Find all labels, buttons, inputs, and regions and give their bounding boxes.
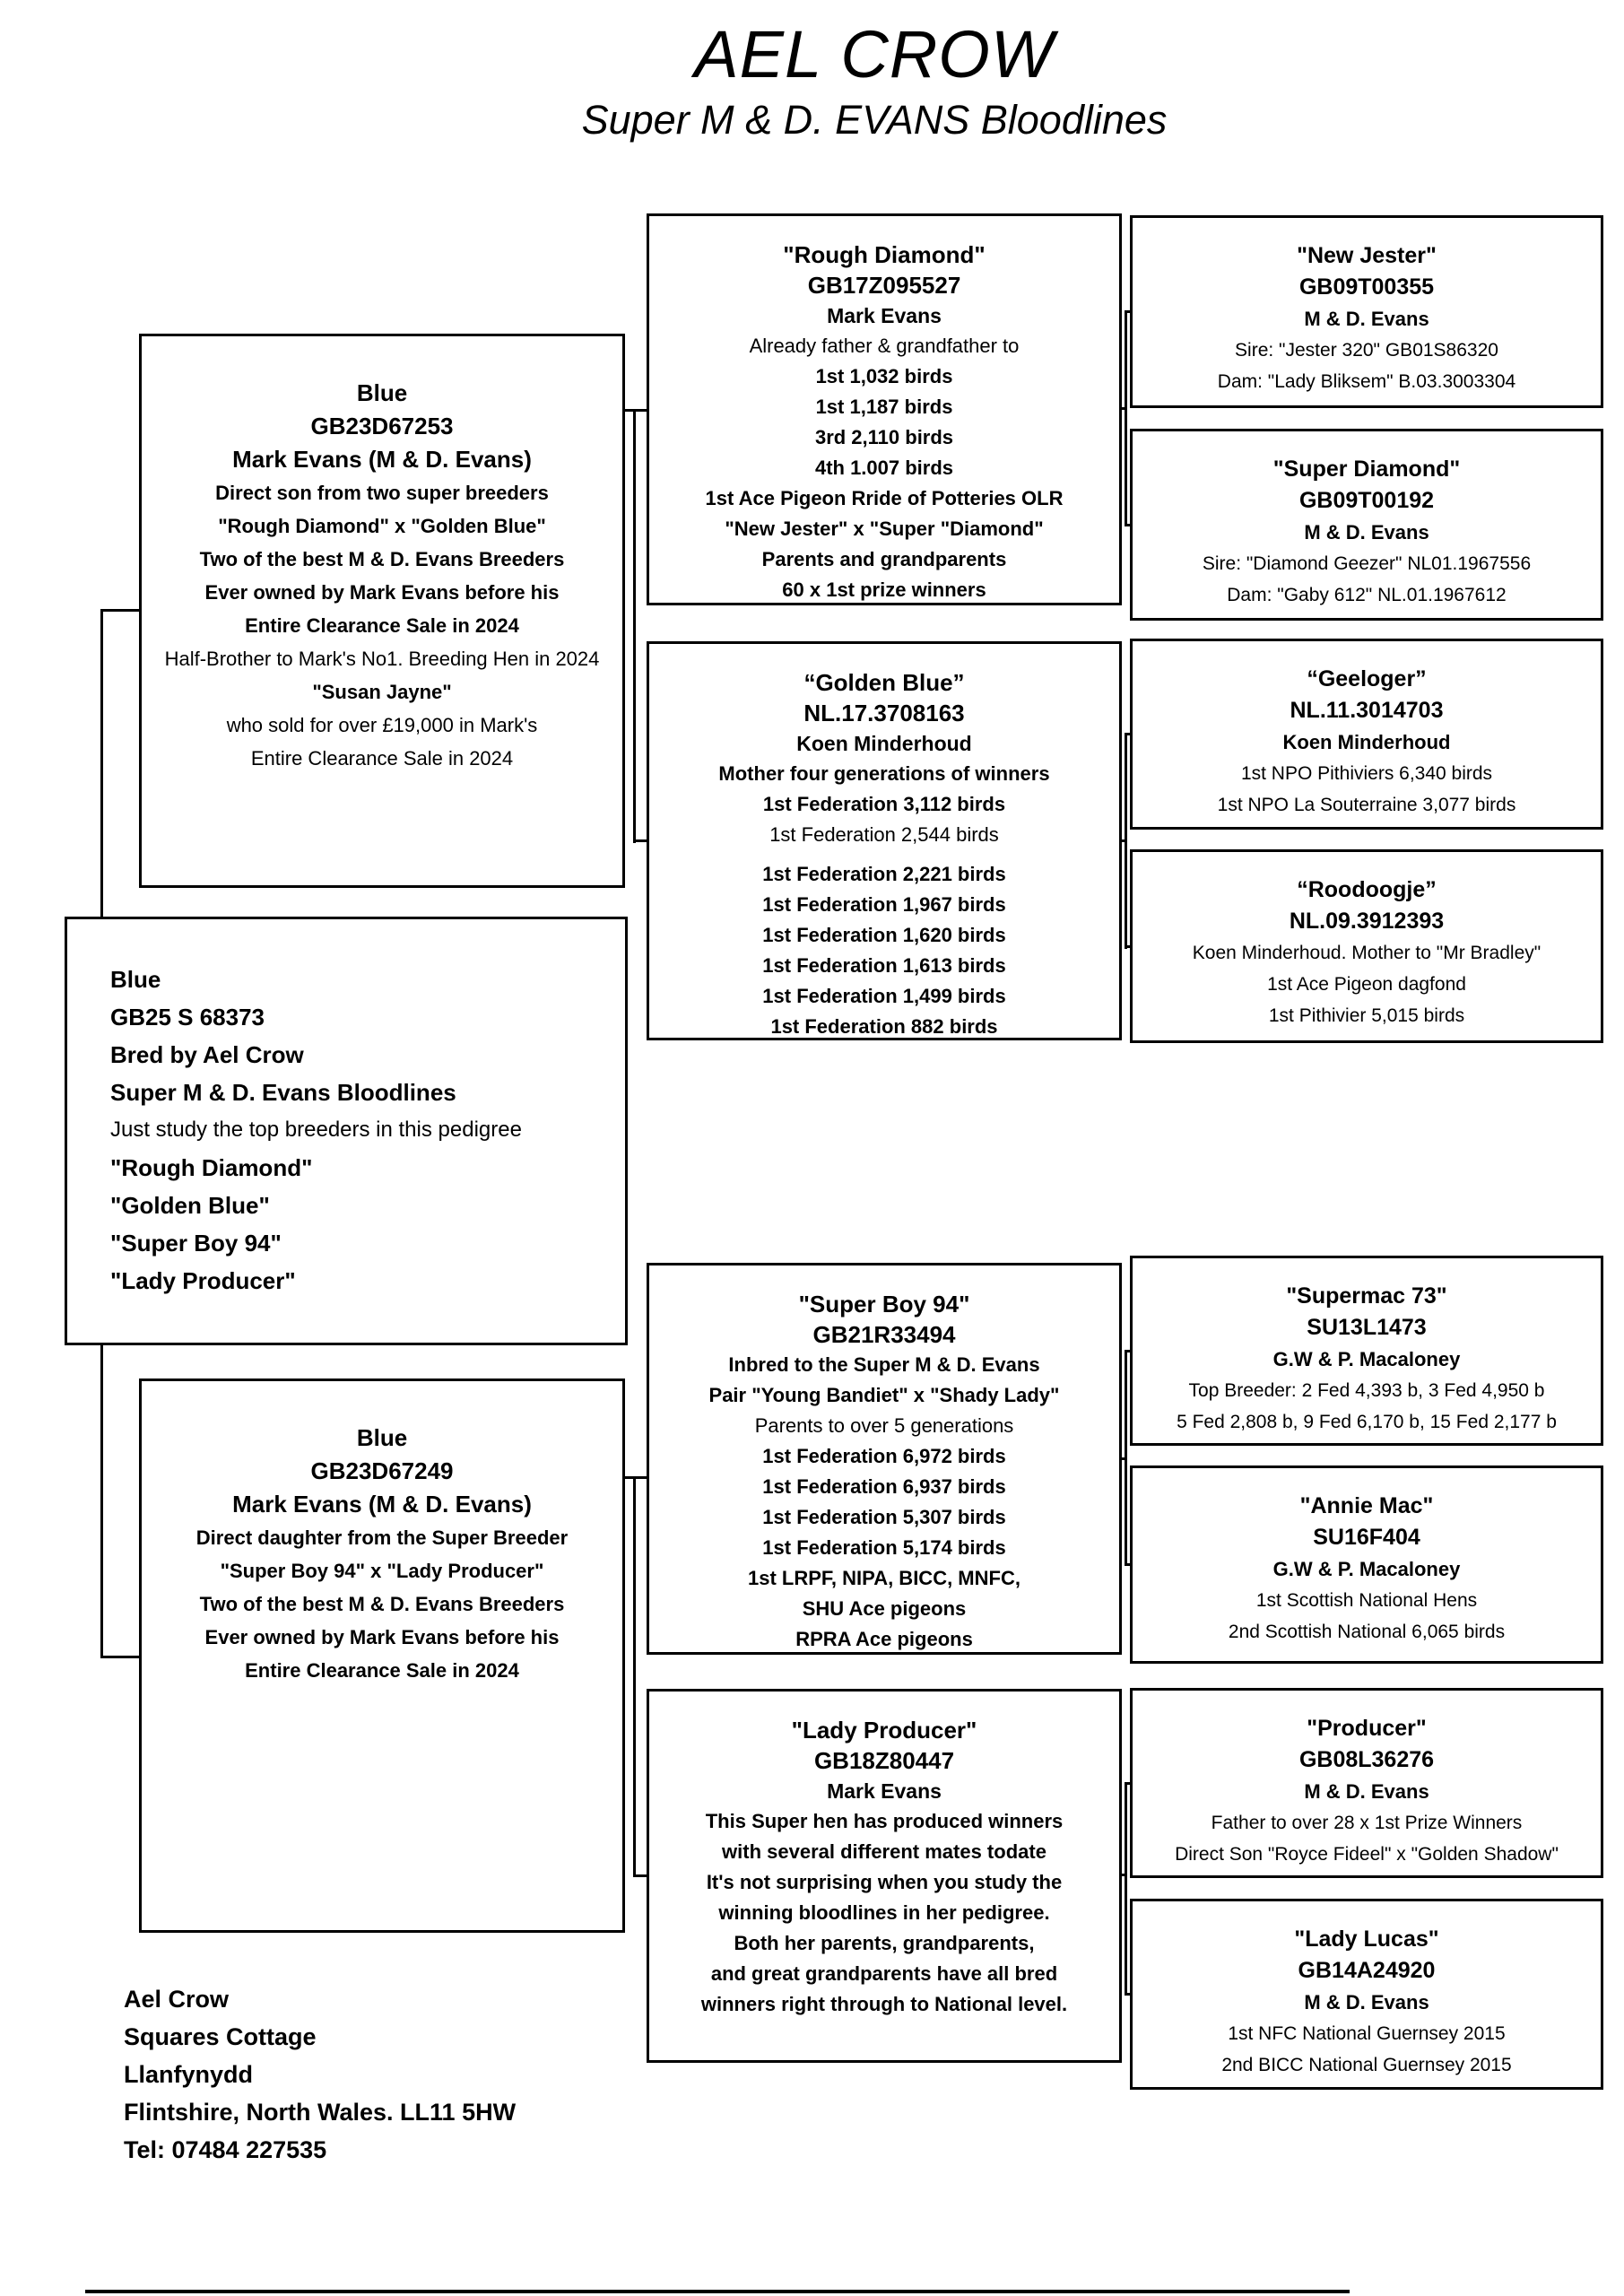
text-line: Two of the best M & D. Evans Breeders bbox=[199, 1593, 565, 1615]
text-line: SU13L1473 bbox=[1307, 1315, 1427, 1340]
text-line: Already father & grandfather to bbox=[749, 335, 1020, 357]
text-line: Mark Evans (M & D. Evans) bbox=[232, 446, 532, 473]
text-line: 1st NPO Pithiviers 6,340 birds bbox=[1240, 763, 1493, 784]
text-line: “Golden Blue” bbox=[803, 669, 965, 696]
great-grandparent-geeloger-box bbox=[1130, 639, 1603, 830]
text-line: GB23D67253 bbox=[310, 413, 454, 439]
text-line: who sold for over £19,000 in Mark's bbox=[226, 714, 538, 736]
great-grandparent-lady-lucas-box bbox=[1130, 1899, 1603, 2090]
text-line: GB08L36276 bbox=[1298, 1747, 1435, 1772]
text-line: Koen Minderhoud bbox=[1282, 731, 1451, 753]
grandsire-super-boy-94-box bbox=[647, 1263, 1122, 1655]
text-line: Entire Clearance Sale in 2024 bbox=[245, 1659, 519, 1682]
text-line: Direct son from two super breeders bbox=[215, 482, 549, 504]
text-line: Koen Minderhoud bbox=[796, 732, 972, 755]
text-line: 1st 1,187 birds bbox=[815, 396, 953, 418]
text-line: 1st Ace Pigeon dagfond bbox=[1267, 974, 1466, 995]
connector-line bbox=[1125, 311, 1127, 526]
text-line: "Super Boy 94" x "Lady Producer" bbox=[220, 1560, 544, 1582]
text-line: 1st Scottish National Hens bbox=[1255, 1590, 1478, 1611]
text-line: This Super hen has produced winners bbox=[705, 1810, 1064, 1832]
text-line: with several different mates todate bbox=[722, 1840, 1046, 1863]
text-line: 1st NPO La Souterraine 3,077 birds bbox=[1217, 795, 1516, 815]
text-line: Parents and grandparents bbox=[761, 548, 1007, 570]
dam-box bbox=[139, 1378, 625, 1933]
text-line: 1st Federation 1,499 birds bbox=[762, 985, 1006, 1007]
text-line: “Roodoogje” bbox=[1297, 877, 1437, 902]
text-line: Ever owned by Mark Evans before his bbox=[204, 1626, 560, 1648]
text-line: SU16F404 bbox=[1313, 1525, 1420, 1550]
text-line: Tel: 07484 227535 bbox=[124, 2136, 327, 2163]
text-line: Blue bbox=[356, 1424, 408, 1451]
text-line: "Susan Jayne" bbox=[312, 681, 452, 703]
text-line: Direct daughter from the Super Breeder bbox=[195, 1526, 569, 1549]
text-line: 1st Federation 6,937 birds bbox=[762, 1475, 1006, 1498]
granddam-golden-blue-box bbox=[647, 641, 1122, 1040]
great-grandparent-annie-mac-box bbox=[1130, 1465, 1603, 1664]
text-line: M & D. Evans bbox=[1304, 521, 1429, 544]
text-line: 2nd BICC National Guernsey 2015 bbox=[1221, 2055, 1512, 2075]
text-line: 1st Federation 2,544 birds bbox=[769, 823, 999, 846]
text-line: "New Jester" bbox=[1297, 243, 1437, 268]
text-line: Inbred to the Super M & D. Evans bbox=[728, 1353, 1040, 1376]
text-line: and great grandparents have all bred bbox=[710, 1962, 1058, 1985]
text-line: 1st Pithivier 5,015 birds bbox=[1268, 1005, 1465, 1026]
text-line: Koen Minderhoud. Mother to "Mr Bradley" bbox=[1192, 943, 1541, 963]
text-line: NL.11.3014703 bbox=[1290, 698, 1444, 723]
granddam-lady-producer-box bbox=[647, 1689, 1122, 2063]
sire-box bbox=[139, 334, 625, 888]
text-line: Pair "Young Bandiet" x "Shady Lady" bbox=[708, 1384, 1060, 1406]
connector-line bbox=[1125, 1783, 1127, 1996]
text-line: NL.09.3912393 bbox=[1289, 909, 1445, 934]
text-line: GB14A24920 bbox=[1298, 1958, 1436, 1983]
text-line: 1st Federation 882 birds bbox=[770, 1015, 998, 1038]
text-line: M & D. Evans bbox=[1304, 1780, 1429, 1803]
text-line: "Rough Diamond" bbox=[110, 1154, 313, 1181]
text-line: "Lady Producer" bbox=[110, 1267, 296, 1294]
text-line: M & D. Evans bbox=[1304, 1991, 1429, 2013]
breeder-address bbox=[124, 1980, 516, 2169]
connector-line bbox=[633, 1476, 636, 1877]
text-line: Squares Cottage bbox=[124, 2023, 317, 2050]
text-line: 1st Federation 5,307 birds bbox=[762, 1506, 1006, 1528]
great-grandparent-super-diamond-box bbox=[1130, 429, 1603, 621]
text-line: G.W & P. Macaloney bbox=[1272, 1348, 1461, 1370]
great-grandparent-producer-box bbox=[1130, 1688, 1603, 1878]
text-line: NL.17.3708163 bbox=[803, 700, 965, 726]
text-line: "Supermac 73" bbox=[1286, 1283, 1447, 1309]
page-edge-artifact bbox=[85, 2290, 1350, 2293]
text-line: GB09T00192 bbox=[1298, 488, 1435, 513]
text-line: Bred by Ael Crow bbox=[110, 1041, 304, 1068]
text-line: 1st NFC National Guernsey 2015 bbox=[1228, 2023, 1506, 2044]
text-line: 1st Federation 6,972 birds bbox=[762, 1445, 1006, 1467]
great-grandparent-roodoogje-box bbox=[1130, 849, 1603, 1043]
connector-line bbox=[1125, 1351, 1127, 1566]
text-line: "Super Diamond" bbox=[1272, 457, 1461, 482]
text-line: Mark Evans (M & D. Evans) bbox=[232, 1491, 532, 1518]
text-line: "Rough Diamond" x "Golden Blue" bbox=[218, 515, 546, 537]
subject-bird-box bbox=[65, 917, 628, 1345]
text-line: GB09T00355 bbox=[1298, 274, 1435, 300]
text-line: winning bloodlines in her pedigree. bbox=[718, 1901, 1050, 1924]
text-line: "Lady Lucas" bbox=[1294, 1926, 1439, 1952]
text-line: Mark Evans bbox=[827, 304, 942, 327]
text-line: Sire: "Diamond Geezer" NL01.1967556 bbox=[1202, 553, 1532, 574]
text-line: Blue bbox=[110, 966, 161, 993]
text-line: Direct Son "Royce Fideel" x "Golden Shadow" bbox=[1175, 1844, 1559, 1865]
page-subtitle: Super M & D. EVANS Bloodlines bbox=[581, 97, 1168, 143]
text-line: 1st Federation 5,174 birds bbox=[762, 1536, 1006, 1559]
text-line: Ael Crow bbox=[124, 1986, 230, 2013]
text-line: 1st 1,032 birds bbox=[815, 365, 953, 387]
text-line: Blue bbox=[356, 379, 408, 406]
text-line: 1st Federation 1,613 birds bbox=[762, 954, 1006, 977]
connector-line bbox=[100, 1656, 142, 1658]
connector-line bbox=[625, 409, 649, 412]
text-line: 5 Fed 2,808 b, 9 Fed 6,170 b, 15 Fed 2,177 b bbox=[1177, 1412, 1557, 1432]
text-line: “Geeloger” bbox=[1307, 666, 1427, 691]
text-line: 1st Federation 1,967 birds bbox=[762, 893, 1006, 916]
text-line: winners right through to National level. bbox=[700, 1993, 1068, 2015]
connector-line bbox=[633, 409, 636, 843]
text-line: "Golden Blue" bbox=[110, 1192, 270, 1219]
text-line: Super M & D. Evans Bloodlines bbox=[110, 1079, 456, 1106]
text-line: GB18Z80447 bbox=[813, 1747, 955, 1774]
text-line: RPRA Ace pigeons bbox=[795, 1628, 973, 1650]
text-line: 2nd Scottish National 6,065 birds bbox=[1228, 1622, 1506, 1642]
text-line: Parents to over 5 generations bbox=[754, 1414, 1014, 1437]
text-line: Entire Clearance Sale in 2024 bbox=[250, 747, 514, 770]
text-line: 1st Federation 3,112 birds bbox=[762, 793, 1006, 815]
text-line: 3rd 2,110 birds bbox=[814, 426, 954, 448]
text-line: "Annie Mac" bbox=[1299, 1493, 1434, 1518]
text-line: "Rough Diamond" bbox=[783, 241, 986, 268]
text-line: 1st Federation 2,221 birds bbox=[762, 863, 1006, 885]
text-line: GB25 S 68373 bbox=[110, 1004, 265, 1031]
text-line: 1st Federation 1,620 birds bbox=[762, 924, 1006, 946]
text-line: Just study the top breeders in this pedigree bbox=[110, 1118, 522, 1142]
text-line: Mark Evans bbox=[827, 1779, 942, 1803]
connector-line bbox=[625, 1476, 649, 1479]
text-line: "Lady Producer" bbox=[791, 1717, 977, 1744]
text-line: Half-Brother to Mark's No1. Breeding Hen in 2024 bbox=[164, 648, 600, 670]
text-line: "Super Boy 94" bbox=[798, 1291, 970, 1318]
connector-line bbox=[1125, 734, 1127, 949]
text-line: Flintshire, North Wales. LL11 5HW bbox=[124, 2099, 517, 2126]
text-line: Sire: "Jester 320" GB01S86320 bbox=[1235, 340, 1498, 361]
text-line: M & D. Evans bbox=[1304, 308, 1429, 330]
text-line: 1st LRPF, NIPA, BICC, MNFC, bbox=[748, 1567, 1020, 1589]
grandsire-rough-diamond-box bbox=[647, 213, 1122, 605]
text-line: Mother four generations of winners bbox=[718, 762, 1050, 785]
connector-line bbox=[100, 609, 142, 612]
text-line: Father to over 28 x 1st Prize Winners bbox=[1211, 1813, 1523, 1833]
text-line: Top Breeder: 2 Fed 4,393 b, 3 Fed 4,950 b bbox=[1188, 1380, 1545, 1401]
text-line: Entire Clearance Sale in 2024 bbox=[245, 614, 519, 637]
text-line: "Producer" bbox=[1307, 1716, 1427, 1741]
text-line: GB23D67249 bbox=[310, 1457, 454, 1484]
text-line: 1st Ace Pigeon Rride of Potteries OLR bbox=[705, 487, 1064, 509]
text-line: Ever owned by Mark Evans before his bbox=[204, 581, 560, 604]
text-line: G.W & P. Macaloney bbox=[1272, 1558, 1461, 1580]
great-grandparent-new-jester-box bbox=[1130, 215, 1603, 408]
text-line: "New Jester" x "Super "Diamond" bbox=[725, 517, 1044, 540]
text-line: Dam: "Lady Bliksem" B.03.3003304 bbox=[1217, 371, 1516, 392]
text-line: Both her parents, grandparents, bbox=[734, 1932, 1035, 1954]
great-grandparent-supermac-73-box bbox=[1130, 1256, 1603, 1446]
text-line: 4th 1.007 birds bbox=[814, 457, 954, 479]
text-line: Two of the best M & D. Evans Breeders bbox=[199, 548, 565, 570]
text-line: 60 x 1st prize winners bbox=[782, 578, 986, 601]
text-line: It's not surprising when you study the bbox=[706, 1871, 1063, 1893]
text-line: "Super Boy 94" bbox=[110, 1230, 282, 1257]
text-line: Llanfynydd bbox=[124, 2061, 254, 2088]
text-line: GB17Z095527 bbox=[807, 272, 961, 299]
text-line: Dam: "Gaby 612" NL.01.1967612 bbox=[1227, 585, 1507, 605]
page-title: AEL CROW bbox=[694, 17, 1055, 91]
text-line: SHU Ace pigeons bbox=[802, 1597, 967, 1620]
text-line: GB21R33494 bbox=[812, 1321, 956, 1348]
